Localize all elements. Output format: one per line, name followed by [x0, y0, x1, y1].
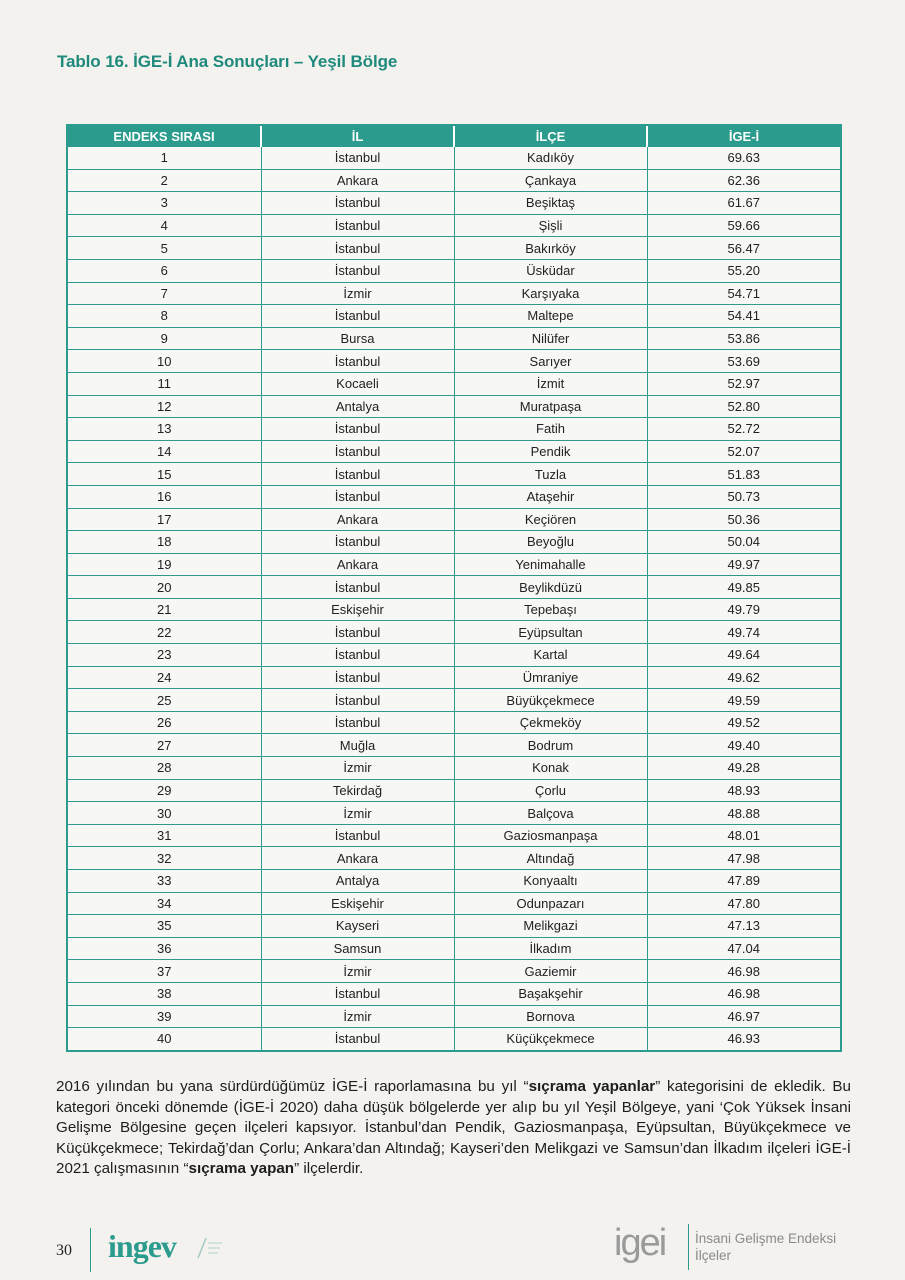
cell-rank: 15 [68, 463, 261, 486]
cell-il: İstanbul [261, 824, 454, 847]
cell-rank: 40 [68, 1028, 261, 1050]
cell-ilce: Eyüpsultan [454, 621, 647, 644]
cell-il: İzmir [261, 282, 454, 305]
table-row [68, 192, 840, 215]
cell-rank: 27 [68, 734, 261, 757]
cell-ige-i: 49.40 [647, 734, 840, 757]
cell-ilce: Ataşehir [454, 485, 647, 508]
cell-ilce: Melikgazi [454, 915, 647, 938]
cell-il: Ankara [261, 169, 454, 192]
table-row [68, 598, 840, 621]
igei-logo-divider [688, 1224, 689, 1270]
table-row [68, 779, 840, 802]
cell-ilce: Bornova [454, 1005, 647, 1028]
table-row [68, 734, 840, 757]
table-row [68, 960, 840, 983]
paragraph-text-1: 2016 yılından bu yana sürdürdüğümüz İGE-İ raporlamasına bu yıl “ [56, 1078, 529, 1095]
table-row [68, 440, 840, 463]
cell-il: İstanbul [261, 350, 454, 373]
cell-il: İstanbul [261, 666, 454, 689]
cell-rank: 31 [68, 824, 261, 847]
cell-rank: 13 [68, 418, 261, 441]
cell-ilce: Kadıköy [454, 147, 647, 169]
paragraph-text-3: ” ilçelerdir. [294, 1160, 364, 1177]
cell-il: İstanbul [261, 440, 454, 463]
cell-il: İstanbul [261, 463, 454, 486]
paragraph-bold-2: sıçrama yapan [188, 1160, 295, 1177]
table-row [68, 372, 840, 395]
cell-il: Eskişehir [261, 892, 454, 915]
cell-rank: 38 [68, 982, 261, 1005]
table-row [68, 757, 840, 780]
cell-ige-i: 50.36 [647, 508, 840, 531]
cell-il: Kocaeli [261, 372, 454, 395]
table-row [68, 711, 840, 734]
cell-il: İstanbul [261, 711, 454, 734]
cell-rank: 14 [68, 440, 261, 463]
table-row [68, 259, 840, 282]
cell-il: İstanbul [261, 689, 454, 712]
table-row [68, 1005, 840, 1028]
cell-rank: 20 [68, 576, 261, 599]
cell-rank: 2 [68, 169, 261, 192]
cell-ige-i: 49.74 [647, 621, 840, 644]
cell-ilce: Muratpaşa [454, 395, 647, 418]
cell-ige-i: 52.07 [647, 440, 840, 463]
cell-ige-i: 52.72 [647, 418, 840, 441]
cell-ige-i: 47.13 [647, 915, 840, 938]
cell-rank: 24 [68, 666, 261, 689]
cell-ige-i: 47.98 [647, 847, 840, 870]
cell-rank: 6 [68, 259, 261, 282]
cell-ilce: Şişli [454, 214, 647, 237]
cell-rank: 3 [68, 192, 261, 215]
cell-ilce: Çorlu [454, 779, 647, 802]
cell-ige-i: 61.67 [647, 192, 840, 215]
cell-il: İstanbul [261, 237, 454, 260]
table-row [68, 621, 840, 644]
cell-il: Antalya [261, 870, 454, 893]
cell-ilce: Büyükçekmece [454, 689, 647, 712]
cell-rank: 25 [68, 689, 261, 712]
cell-rank: 10 [68, 350, 261, 373]
cell-ige-i: 46.98 [647, 960, 840, 983]
cell-ige-i: 50.04 [647, 531, 840, 554]
cell-rank: 9 [68, 327, 261, 350]
cell-il: Samsun [261, 937, 454, 960]
cell-ilce: Kartal [454, 644, 647, 667]
igei-subtitle-line1: İnsani Gelişme Endeksi [695, 1231, 837, 1246]
ingev-logo-mark [196, 1236, 226, 1260]
table-row [68, 644, 840, 667]
cell-il: İstanbul [261, 982, 454, 1005]
cell-rank: 21 [68, 598, 261, 621]
cell-il: İstanbul [261, 621, 454, 644]
cell-ige-i: 48.01 [647, 824, 840, 847]
cell-il: İstanbul [261, 418, 454, 441]
cell-ige-i: 49.64 [647, 644, 840, 667]
cell-ige-i: 51.83 [647, 463, 840, 486]
cell-ilce: Balçova [454, 802, 647, 825]
cell-ilce: Tuzla [454, 463, 647, 486]
cell-ige-i: 47.89 [647, 870, 840, 893]
igei-logo-subtitle [695, 1230, 836, 1264]
cell-ilce: Altındağ [454, 847, 647, 870]
cell-rank: 29 [68, 779, 261, 802]
cell-ige-i: 54.71 [647, 282, 840, 305]
cell-ilce: İzmit [454, 372, 647, 395]
cell-ilce: Tepebaşı [454, 598, 647, 621]
cell-ige-i: 49.28 [647, 757, 840, 780]
cell-rank: 39 [68, 1005, 261, 1028]
cell-ige-i: 46.98 [647, 982, 840, 1005]
cell-rank: 33 [68, 870, 261, 893]
table-row [68, 847, 840, 870]
cell-ilce: Beyoğlu [454, 531, 647, 554]
cell-ilce: Odunpazarı [454, 892, 647, 915]
cell-il: Ankara [261, 847, 454, 870]
cell-il: İstanbul [261, 644, 454, 667]
cell-ilce: Gaziosmanpaşa [454, 824, 647, 847]
cell-il: İzmir [261, 960, 454, 983]
cell-ilce: Nilüfer [454, 327, 647, 350]
cell-ige-i: 59.66 [647, 214, 840, 237]
ingev-logo: ingev [108, 1228, 176, 1264]
igei-subtitle-line2: İlçeler [695, 1248, 732, 1263]
header-ige-i: İGE-İ [647, 126, 840, 147]
cell-il: İzmir [261, 757, 454, 780]
cell-ige-i: 49.97 [647, 553, 840, 576]
cell-ilce: Konyaaltı [454, 870, 647, 893]
igei-logo: igei [614, 1222, 666, 1264]
cell-il: İstanbul [261, 259, 454, 282]
header-ilce: İLÇE [454, 126, 647, 147]
cell-ilce: Çekmeköy [454, 711, 647, 734]
cell-ige-i: 47.80 [647, 892, 840, 915]
table-row [68, 169, 840, 192]
cell-il: İzmir [261, 802, 454, 825]
cell-rank: 35 [68, 915, 261, 938]
cell-rank: 34 [68, 892, 261, 915]
table-row [68, 282, 840, 305]
cell-ilce: Maltepe [454, 305, 647, 328]
table-row [68, 666, 840, 689]
cell-rank: 1 [68, 147, 261, 169]
cell-il: Eskişehir [261, 598, 454, 621]
cell-il: Antalya [261, 395, 454, 418]
cell-il: İstanbul [261, 576, 454, 599]
table-row [68, 350, 840, 373]
cell-il: Kayseri [261, 915, 454, 938]
cell-ilce: Pendik [454, 440, 647, 463]
table-row [68, 689, 840, 712]
cell-ilce: Ümraniye [454, 666, 647, 689]
table-row [68, 327, 840, 350]
table-row [68, 395, 840, 418]
cell-ige-i: 55.20 [647, 259, 840, 282]
table-row [68, 1028, 840, 1050]
cell-ilce: Üsküdar [454, 259, 647, 282]
cell-ilce: Bodrum [454, 734, 647, 757]
cell-rank: 17 [68, 508, 261, 531]
cell-ilce: Keçiören [454, 508, 647, 531]
cell-il: Bursa [261, 327, 454, 350]
cell-ige-i: 50.73 [647, 485, 840, 508]
cell-ige-i: 47.04 [647, 937, 840, 960]
table-row [68, 824, 840, 847]
cell-ilce: Fatih [454, 418, 647, 441]
table-row [68, 237, 840, 260]
cell-ige-i: 54.41 [647, 305, 840, 328]
cell-il: Muğla [261, 734, 454, 757]
cell-il: Tekirdağ [261, 779, 454, 802]
cell-ige-i: 46.93 [727, 1031, 761, 1047]
table-row [68, 576, 840, 599]
cell-il: İstanbul [261, 214, 454, 237]
cell-ilce: Gaziemir [454, 960, 647, 983]
cell-ilce: Beylikdüzü [454, 576, 647, 599]
cell-ige-i: 69.63 [647, 147, 840, 169]
cell-rank: 23 [68, 644, 261, 667]
cell-ige-i: 52.80 [647, 395, 840, 418]
cell-rank: 32 [68, 847, 261, 870]
cell-il: İstanbul [261, 147, 454, 169]
table-row [68, 531, 840, 554]
cell-ige-i: 62.36 [647, 169, 840, 192]
ingev-mark-icon [196, 1236, 226, 1260]
cell-ige-i: 53.86 [647, 327, 840, 350]
header-endeks-sirasi: ENDEKS SIRASI [68, 126, 261, 147]
footer-divider [90, 1228, 91, 1272]
header-il: İL [261, 126, 454, 147]
cell-ige-i: 52.97 [647, 372, 840, 395]
cell-ige-i: 49.52 [647, 711, 840, 734]
cell-rank: 26 [68, 711, 261, 734]
results-table [66, 124, 842, 1052]
cell-rank: 19 [68, 553, 261, 576]
table-body [68, 147, 840, 1050]
table-row [68, 305, 840, 328]
cell-ige-i: 49.62 [647, 666, 840, 689]
cell-ilce: Konak [454, 757, 647, 780]
cell-rank: 30 [68, 802, 261, 825]
cell-il: İzmir [261, 1005, 454, 1028]
table-header-row [68, 126, 840, 147]
cell-rank: 7 [68, 282, 261, 305]
table-row [68, 418, 840, 441]
cell-il: İstanbul [261, 485, 454, 508]
table-row [68, 214, 840, 237]
cell-rank: 18 [68, 531, 261, 554]
table-row [68, 982, 840, 1005]
cell-rank: 4 [68, 214, 261, 237]
table-row [68, 870, 840, 893]
table-row [68, 463, 840, 486]
cell-ilce: Küçükçekmece [454, 1028, 647, 1050]
table-row [68, 553, 840, 576]
cell-ilce: Karşıyaka [454, 282, 647, 305]
cell-rank: 28 [68, 757, 261, 780]
cell-ige-i: 49.59 [647, 689, 840, 712]
table-row [68, 915, 840, 938]
body-paragraph [56, 1077, 851, 1180]
cell-il: İstanbul [261, 531, 454, 554]
cell-ilce: Sarıyer [454, 350, 647, 373]
table-title: Tablo 16. İGE-İ Ana Sonuçları – Yeşil Bölge [57, 52, 398, 71]
cell-rank: 37 [68, 960, 261, 983]
cell-ilce: İlkadım [454, 937, 647, 960]
table-row [68, 892, 840, 915]
cell-ilce: Yenimahalle [454, 553, 647, 576]
cell-rank: 5 [68, 237, 261, 260]
cell-ige-i: 48.93 [647, 779, 840, 802]
cell-il: İstanbul [261, 305, 454, 328]
cell-ilce: Bakırköy [454, 237, 647, 260]
paragraph-bold-1: sıçrama yapanlar [528, 1078, 656, 1095]
paragraph-text-2: ” kategorisini de ekledik. Bu kategori önceki dönemde (İGE-İ 2020) daha düşük bölgelerde yer alıp bu yıl Yeşil Bölgeye, yani ‘Çok Yüksek İnsani Gelişme Bölgesine geçen ilçeleri kapsıyor. İstanbul’dan Pendik, Gaziosmanpaşa, Eyüpsultan, Büyükçekmece ve Küçükçekmece; Tekirdağ’dan Çorlu; Ankara’dan Altındağ; Kayseri’den Melikgazi ve Samsun’dan İlkadım ilçeleri İGE-İ 2021 çalışmasının “ [56, 1078, 851, 1177]
cell-ige-i: 49.85 [647, 576, 840, 599]
cell-ilce: Çankaya [454, 169, 647, 192]
table-row [68, 937, 840, 960]
table-row [68, 485, 840, 508]
page-number: 30 [56, 1242, 72, 1259]
cell-il: Ankara [261, 553, 454, 576]
cell-il: İstanbul [261, 192, 454, 215]
cell-ige-i: 46.97 [647, 1005, 840, 1028]
cell-il: İstanbul [261, 1028, 454, 1050]
table-row [68, 802, 840, 825]
cell-rank: 22 [68, 621, 261, 644]
cell-ige-i: 49.79 [647, 598, 840, 621]
cell-ilce: Beşiktaş [454, 192, 647, 215]
cell-ige-i: 48.88 [647, 802, 840, 825]
table-row [68, 147, 840, 169]
table-row [68, 508, 840, 531]
cell-rank: 8 [68, 305, 261, 328]
cell-rank: 16 [68, 485, 261, 508]
cell-il: Ankara [261, 508, 454, 531]
cell-rank: 36 [68, 937, 261, 960]
cell-ige-i: 56.47 [647, 237, 840, 260]
cell-ilce: Başakşehir [454, 982, 647, 1005]
cell-rank: 11 [68, 372, 261, 395]
cell-ige-i: 53.69 [647, 350, 840, 373]
cell-rank: 12 [68, 395, 261, 418]
